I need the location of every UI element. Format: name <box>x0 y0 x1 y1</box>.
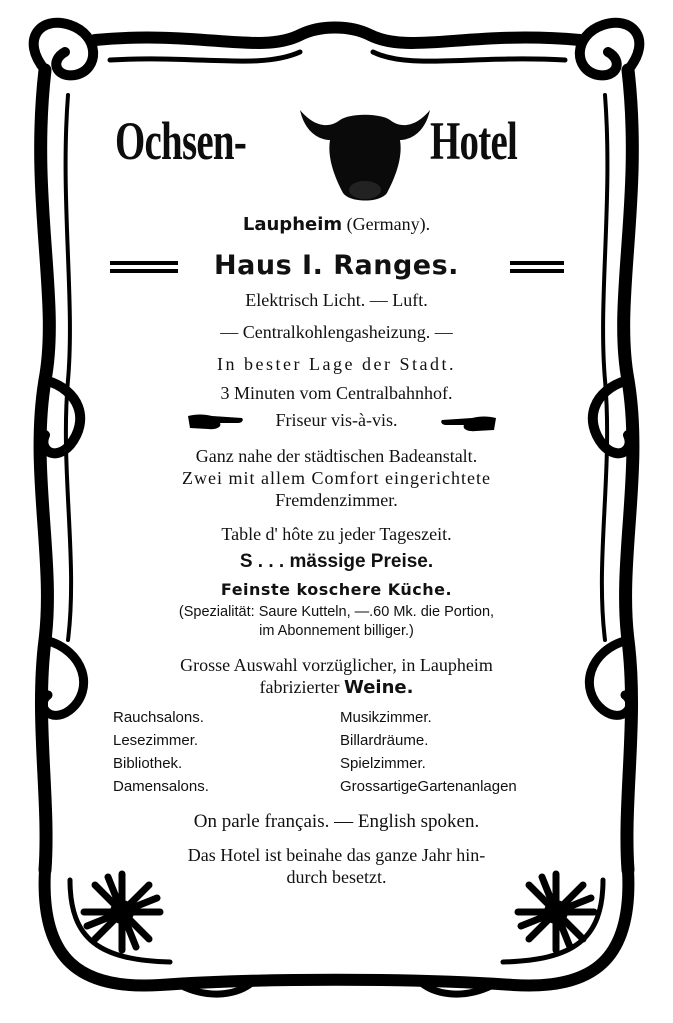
bath-line-2: Zwei mit allem Comfort eingerichtete <box>182 468 491 488</box>
title-left: Ochsen- <box>115 111 247 171</box>
location-line <box>0 214 673 235</box>
ranking-heading: Haus I. Ranges. <box>214 250 459 281</box>
wine-line-1: Grosse Auswahl vorzüglicher, in Laupheim <box>180 655 493 675</box>
room-item: Billardräume. <box>340 732 429 749</box>
specialty-line-2: im Abonnement billiger.) <box>259 623 414 639</box>
kitchen-line: Feinste koschere Küche. <box>220 580 453 599</box>
occupancy-line-2: durch besetzt. <box>286 867 387 887</box>
room-item: Rauchsalons. <box>113 709 204 726</box>
wine-line-2-bold: Weine. <box>343 677 414 698</box>
amenity-line-4: 3 Minuten vom Centralbahnhof. <box>220 383 453 403</box>
room-item: Spielzimmer. <box>340 755 426 772</box>
wine-line-2 <box>0 677 673 698</box>
table-dhote-line: Table d' hôte zu jeder Tageszeit. <box>221 524 452 544</box>
location-country: (Germany). <box>346 214 431 234</box>
ox-head-icon <box>295 98 435 208</box>
languages-line: On parle français. — English spoken. <box>193 811 480 832</box>
occupancy-line-1: Das Hotel ist beinahe das ganze Jahr hin- <box>187 845 486 865</box>
room-item: GrossartigeGartenanlagen <box>340 778 517 795</box>
room-item: Damensalons. <box>113 778 209 795</box>
amenity-line-2: — Centralkohlengasheizung. — <box>220 322 453 342</box>
prices-line: S . . . mässige Preise. <box>239 551 434 572</box>
rooms-right-column <box>340 706 517 798</box>
location-city: Laupheim <box>242 214 343 235</box>
amenity-line-1: Elektrisch Licht. — Luft. <box>245 290 428 310</box>
bath-line-1: Ganz nahe der städtischen Badeanstalt. <box>195 446 478 466</box>
bath-line-3: Fremdenzimmer. <box>275 490 398 510</box>
title-right: Hotel <box>430 111 518 171</box>
amenity-line-3: In bester Lage der Stadt. <box>217 354 456 374</box>
room-item: Musikzimmer. <box>340 709 432 726</box>
room-item: Bibliothek. <box>113 755 183 772</box>
wine-line-2-prefix: fabrizierter <box>259 677 340 697</box>
room-item: Lesezimmer. <box>113 732 199 749</box>
right-double-bar <box>510 261 564 273</box>
pointing-hand-icon <box>440 412 498 434</box>
specialty-line-1: (Spezialität: Saure Kutteln, —.60 Mk. die Portion, <box>178 604 495 620</box>
friseur-line: Friseur vis-à-vis. <box>275 410 398 430</box>
rooms-left-column <box>113 706 209 798</box>
